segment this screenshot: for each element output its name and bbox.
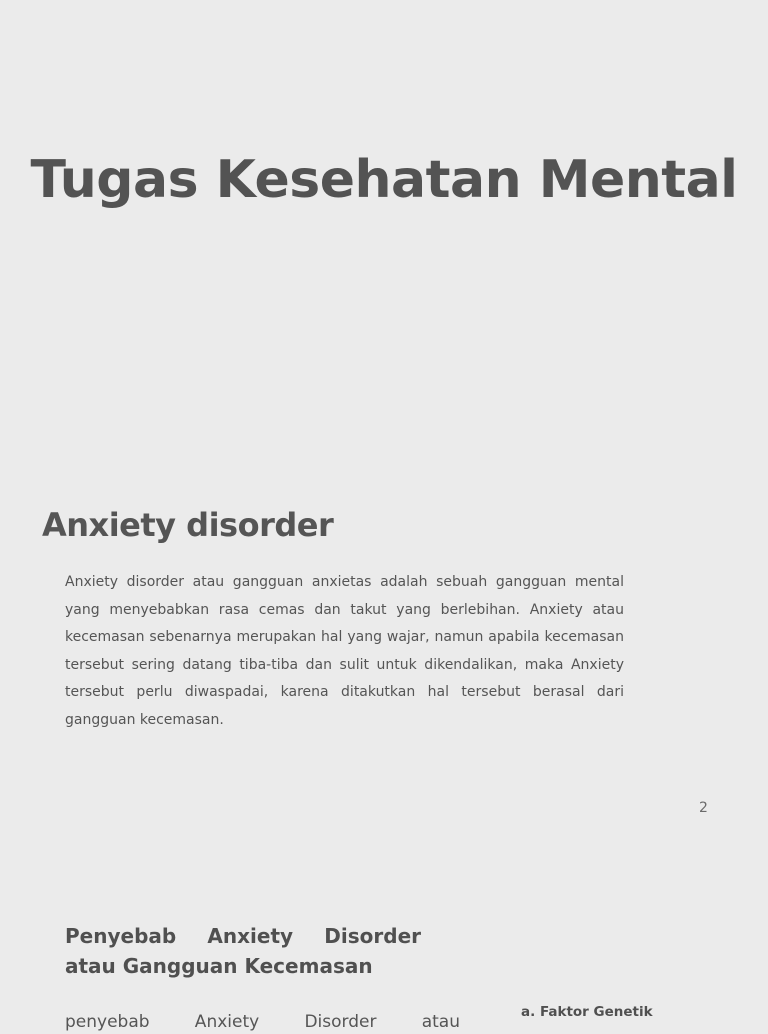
section-heading: Anxiety disorder	[42, 506, 334, 544]
next-section-heading: Penyebab Anxiety Disorder atau Gangguan Kecemasan	[65, 924, 421, 978]
next-section-body-text: penyebab Anxiety Disorder atau	[65, 1012, 460, 1032]
list-item-genetic-factor: a. Faktor Genetik	[521, 1004, 653, 1020]
cover-page	[0, 0, 768, 460]
page-number: 2	[699, 800, 708, 816]
section-body-text: Anxiety disorder atau gangguan anxietas adalah sebuah gangguan mental yang menyebabkan rasa cemas dan takut yang berlebihan. Anxiety atau kecemasan sebenarnya merupakan hal yang wajar, namun apabila kecemasan tersebut sering datang tiba-tiba dan sulit untuk dikendalikan, maka Anxiety tersebut perlu diwaspadai, karena ditakutkan hal tersebut berasal dari gangguan kecemasan.	[65, 574, 624, 728]
document-title: Tugas Kesehatan Mental	[30, 150, 738, 210]
